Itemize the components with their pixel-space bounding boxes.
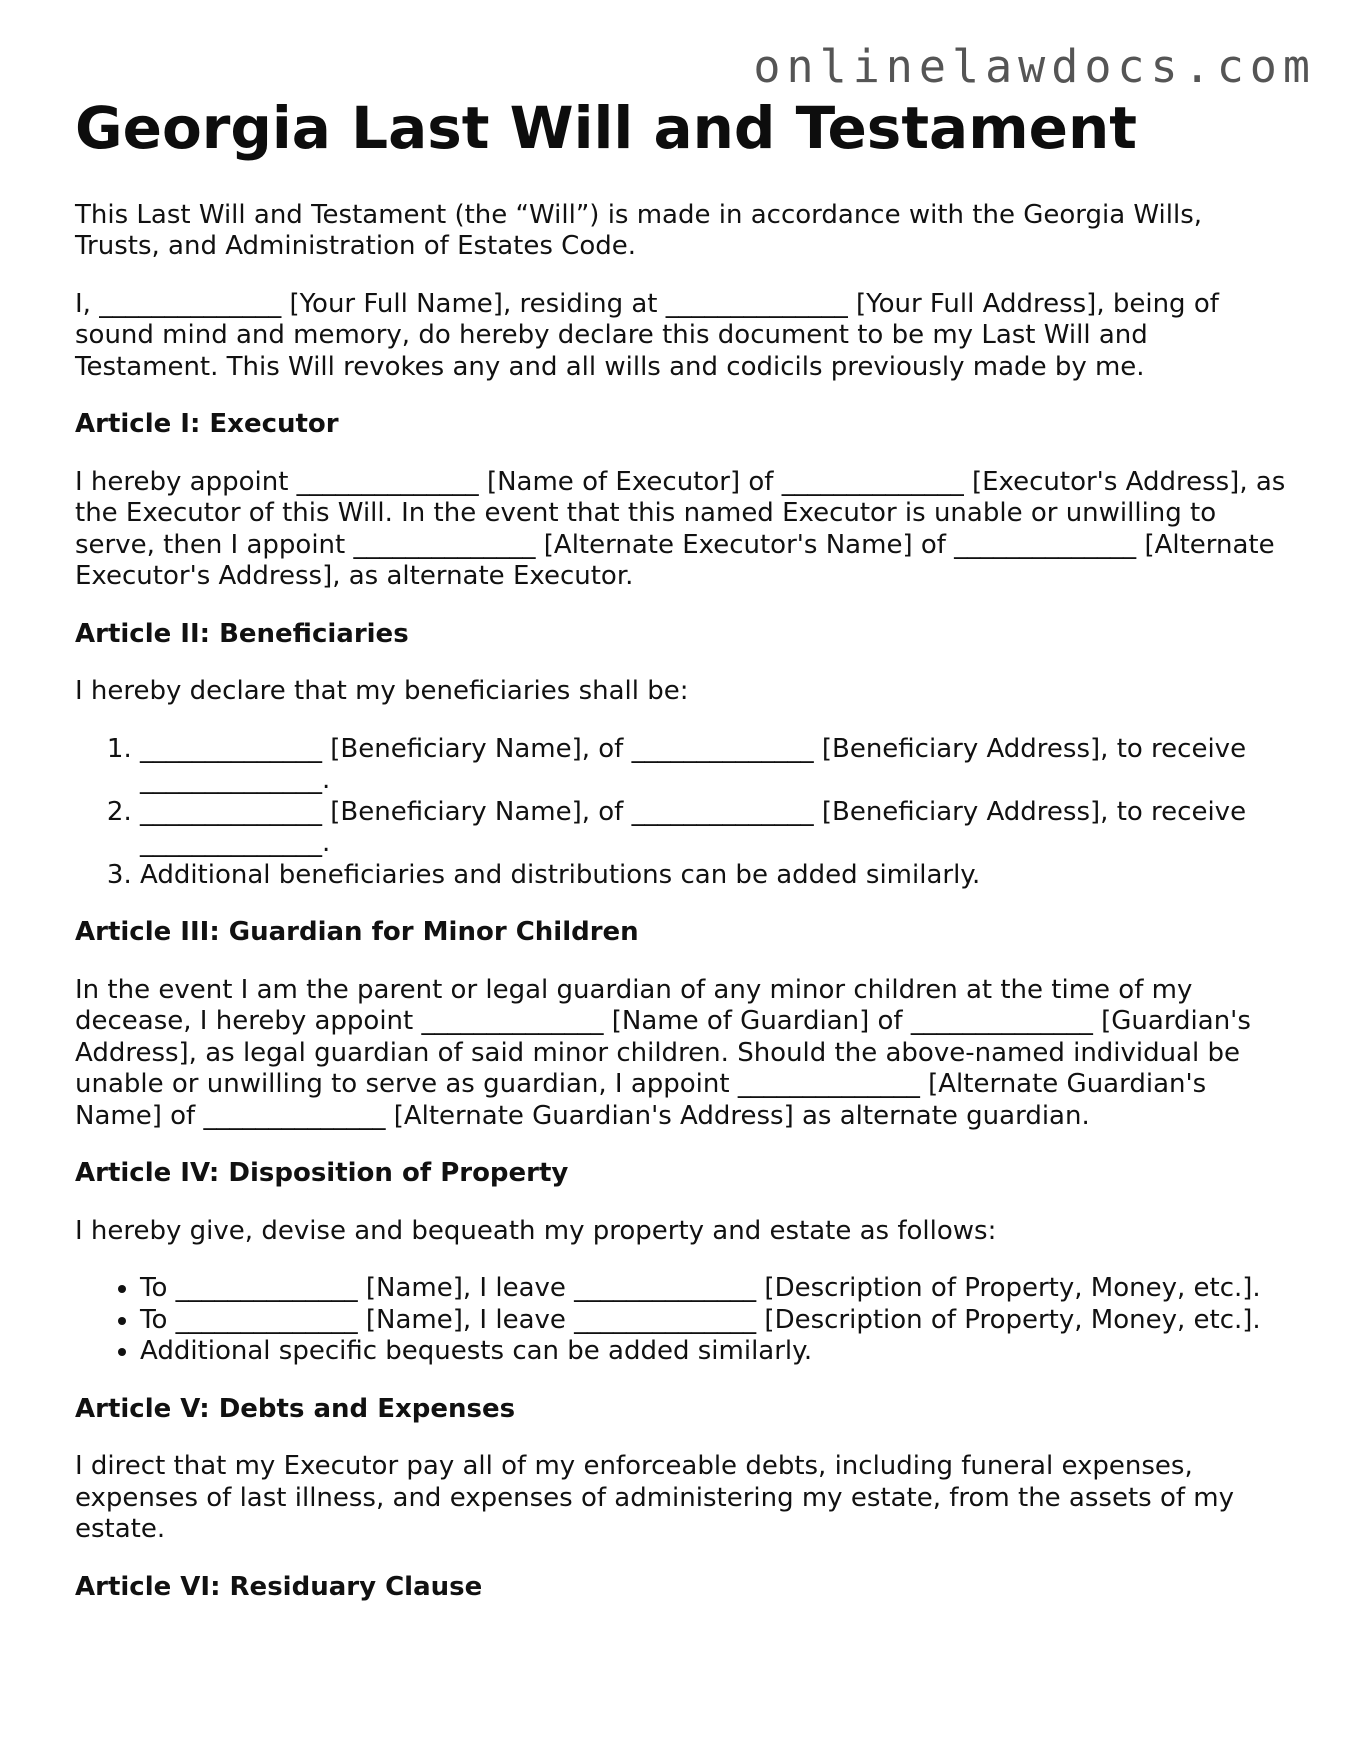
intro-paragraph: This Last Will and Testament (the “Will”) is made in accordance with the Georgia Wills, Trusts, and Administration of Estates Code.	[75, 199, 1203, 262]
article-residuary-heading: Article VI: Residuary Clause	[75, 1571, 483, 1602]
article-property-heading: Article IV: Disposition of Property	[75, 1158, 569, 1189]
article-executor-text: I hereby appoint ______________ [Name of Executor] of ______________ [Executor's Address], as the Executor of this Will. In the event that this named Executor is unable or unwilling to serve, then I appoint ______________ [Alternate Executor's Name] of ______________ [Alternate Executor's Address], as alternate Executor.	[75, 466, 1286, 592]
list-item: • To ______________ [Name], I leave ______________ [Description of Property, Money, etc.].	[140, 1273, 1295, 1305]
list-item: 3. Additional beneficiaries and distributions can be added similarly.	[140, 860, 1295, 892]
article-guardian-text: In the event I am the parent or legal guardian of any minor children at the time of my decease, I hereby appoint ______________ [Name of Guardian] of ______________ [Guardian's Address], as legal guardian of said minor children. Should the above-named individual be unable or unwilling to serve as guardian, I appoint ______________ [Alternate Guardian's Name] of ______________ [Alternate Guardian's Address] as alternate guardian.	[75, 974, 1251, 1131]
beneficiaries-list	[75, 734, 1295, 892]
article-beneficiaries-heading: Article II: Beneficiaries	[75, 618, 409, 649]
list-item: • Additional specific bequests can be added similarly.	[140, 1336, 1295, 1368]
article-debts-text: I direct that my Executor pay all of my enforceable debts, including funeral expenses, expenses of last illness, and expenses of administering my estate, from the assets of my estate.	[75, 1451, 1234, 1545]
article-debts-heading: Article V: Debts and Expenses	[75, 1393, 516, 1424]
list-item: 1. ______________ [Beneficiary Name], of ______________ [Beneficiary Address], to receive ______________.	[140, 734, 1295, 797]
article-beneficiaries-text: I hereby declare that my beneficiaries shall be:	[75, 676, 689, 707]
list-item: 2. ______________ [Beneficiary Name], of ______________ [Beneficiary Address], to receive ______________.	[140, 797, 1295, 860]
property-list	[75, 1273, 1295, 1368]
article-guardian-heading: Article III: Guardian for Minor Children	[75, 917, 639, 948]
article-executor-heading: Article I: Executor	[75, 409, 339, 440]
declaration-paragraph: I, ______________ [Your Full Name], residing at ______________ [Your Full Address], being of sound mind and memory, do hereby declare this document to be my Last Will and Testament. This Will revokes any and all wills and codicils previously made by me.	[75, 288, 1219, 382]
watermark: onlinelawdocs.com	[753, 40, 1316, 93]
list-item: • To ______________ [Name], I leave ______________ [Description of Property, Money, etc.].	[140, 1305, 1295, 1337]
page-title: Georgia Last Will and Testament	[75, 94, 1137, 162]
document-body	[75, 95, 1295, 1629]
article-property-text: I hereby give, devise and bequeath my property and estate as follows:	[75, 1215, 997, 1246]
